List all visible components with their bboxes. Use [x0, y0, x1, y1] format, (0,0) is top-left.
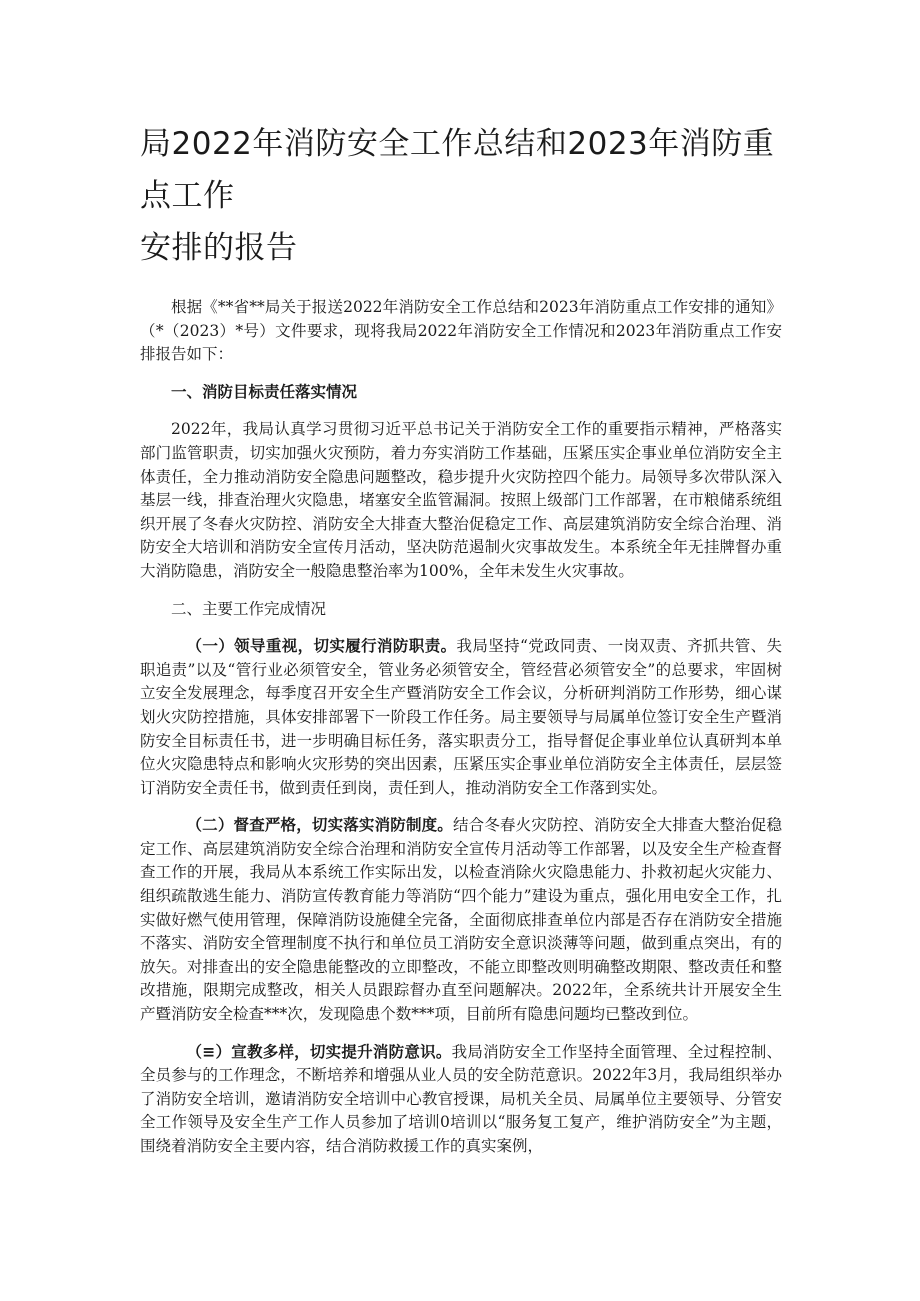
item-2-lead: （二）督查严格，切实落实消防制度。 [186, 816, 453, 835]
item-3-paragraph [140, 1041, 782, 1159]
item-2-paragraph [140, 814, 782, 1026]
item-1-lead: （一）领导重视，切实履行消防职责。 [186, 637, 457, 656]
document-title [140, 118, 782, 274]
item-3-lead: （≡）宣教多样，切实提升消防意识。 [186, 1042, 452, 1061]
document-page [140, 118, 782, 1173]
title-line-2: 安排的报告 [140, 230, 298, 266]
section-1-body: 2022年，我局认真学习贯彻习近平总书记关于消防安全工作的重要指示精神，严格落实部门监管职责，切实加强火灾预防，着力夯实消防工作基础，压紧压实企事业单位消防安全主体责任，全力推动消防安全隐患问题整改，稳步提升火灾防控四个能力。局领导多次带队深入基层一线，排查治理火灾隐患，堵塞安全监管漏洞。按照上级部门工作部署，在市粮储系统组织开展了冬春火灾防控、消防安全大排查大整治促稳定工作、高层建筑消防安全综合治理、消防安全大培训和消防安全宣传月活动，坚决防范遏制火灾事故发生。本系统全年无挂牌督办重大消防隐患，消防安全一般隐患整治率为100%，全年未发生火灾事故。 [140, 420, 782, 580]
item-1-body: 我局坚持“党政同责、一岗双责、齐抓共管、失职追责”以及“管行业必须管安全，管业务必须管安全，管经营必须管安全”的总要求，牢固树立安全发展理念，每季度召开安全生产暨消防安全工作会议，分析研判消防工作形势，细心谋划火灾防控措施，具体安排部署下一阶段工作任务。局主要领导与局属单位签订安全生产暨消防安全目标责任书，进一步明确目标任务，落实职责分工，指导督促企事业单位认真研判本单位火灾隐患特点和影响火灾形势的突出因素，压紧压实企事业单位消防安全主体责任，层层签订消防安全责任书，做到责任到岗，责任到人，推动消防安全工作落到实处。 [140, 637, 782, 797]
section-1-heading: 一、消防目标责任落实情况 [171, 382, 358, 401]
intro-paragraph: 根据《**省**局关于报送2022年消防安全工作总结和2023年消防重点工作安排的通知》（*（2023）*号）文件要求，现将我局2022年消防安全工作情况和2023年消防重点工作安排报告如下： [140, 298, 782, 364]
item-1-paragraph [140, 635, 782, 800]
item-2-body: 结合冬春火灾防控、消防安全大排查大整治促稳定工作、高层建筑消防安全综合治理和消防安全宣传月活动等工作部署，以及安全生产检查督查工作的开展，我局从本系统工作实际出发，以检查消除火灾隐患能力、扑救初起火灾能力、组织疏散逃生能力、消防宣传教育能力等消防“四个能力”建设为重点，强化用电安全工作，扎实做好燃气使用管理，保障消防设施健全完备，全面彻底排查单位内部是否存在消防安全措施不落实、消防安全管理制度不执行和单位员工消防安全意识淡薄等问题，做到重点突出，有的放矢。对排查出的安全隐患能整改的立即整改，不能立即整改则明确整改期限、整改责任和整改措施，限期完成整改，相关人员跟踪督办直至问题解决。2022年，全系统共计开展安全生产暨消防安全检查***次，发现隐患个数***项，目前所有隐患问题均已整改到位。 [140, 816, 782, 1024]
title-line-1: 局2022年消防安全工作总结和2023年消防重点工作 [140, 126, 775, 214]
section-2-heading: 二、主要工作完成情况 [171, 599, 327, 618]
item-3-body: 我局消防安全工作坚持全面管理、全过程控制、全员参与的工作理念，不断培养和增强从业人员的安全防范意识。2022年3月，我局组织举办了消防安全培训，邀请消防安全培训中心教官授课，局机关全员、局属单位主要领导、分管安全工作领导及安全生产工作人员参加了培训0培训以“服务复工复产，维护消防安全”为主题，围绕着消防安全主要内容，结合消防救援工作的真实案例， [140, 1042, 782, 1155]
